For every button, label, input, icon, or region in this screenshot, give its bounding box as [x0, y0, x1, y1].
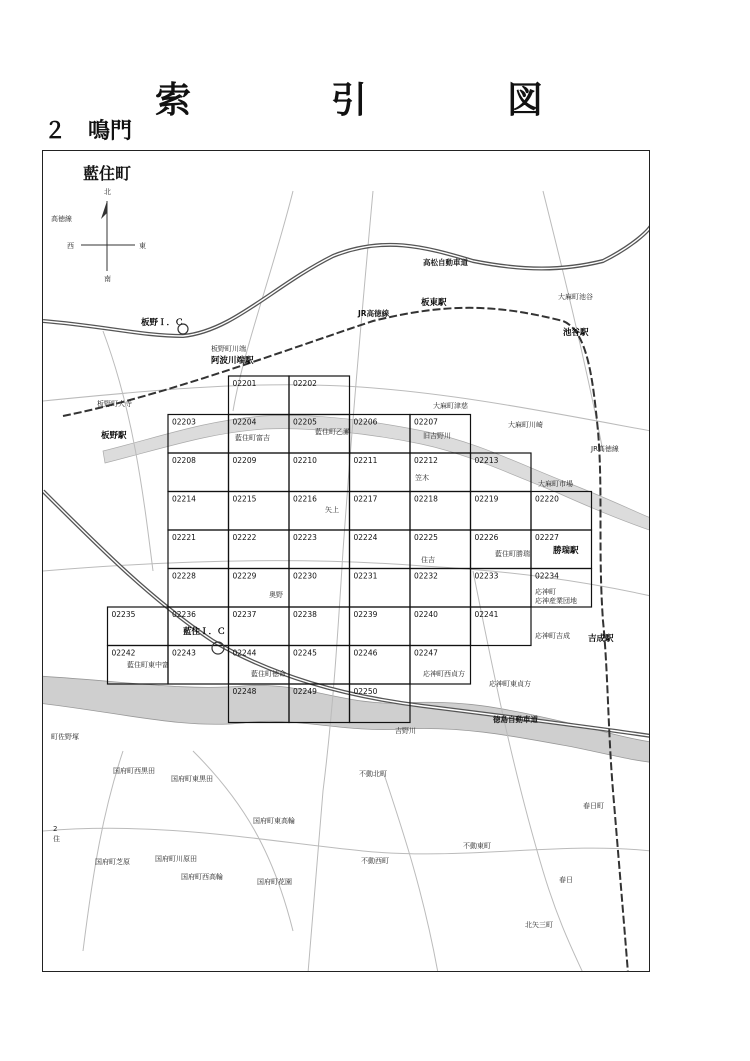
section-subtitle: ２ 鳴門	[44, 119, 133, 144]
grid-cell-label: 02243	[172, 648, 196, 658]
grid-cell-label: 02208	[172, 456, 196, 465]
place-kokufu-nishitakawa: 国府町西高輪	[181, 873, 223, 881]
label-rail-kotoku-east: JR高徳線	[591, 445, 619, 453]
page-title: 索 引 図	[154, 80, 595, 121]
place-ooasa-ichiba: 大麻町市場	[538, 480, 573, 488]
place-sanozuka: 町佐野塚	[51, 733, 79, 741]
grid-cell-label: 02215	[232, 494, 257, 504]
label-station-itanishi: 板東駅	[421, 298, 447, 308]
place-kokufu-nishiyada: 国府町西黒田	[113, 767, 155, 775]
grid-cell-label: 02232	[414, 571, 438, 581]
grid-cell-label: 02219	[474, 494, 499, 504]
grid-cell-label: 02206	[353, 417, 378, 427]
place-okuno: 奥野	[269, 591, 283, 599]
place-itano-kawabata: 板野町川端	[211, 345, 246, 353]
grid-cell-label: 02245	[293, 648, 317, 658]
grid-cell-label: 02236	[172, 610, 196, 619]
place-aizumi-otose: 藍住町乙瀬	[315, 428, 350, 436]
grid-cell-label: 02227	[535, 533, 559, 542]
grid-cell-label: 02228	[172, 571, 196, 581]
grid-cell-label: 02209	[232, 456, 257, 465]
place-ojin-1: 応神町	[535, 588, 556, 596]
grid-cell-label: 02240	[414, 610, 438, 619]
place-kokufu-higashitakawa: 国府町東高輪	[253, 817, 295, 825]
grid-cell-label: 02220	[535, 494, 559, 504]
label-station-shozui: 勝瑞駅	[553, 546, 579, 556]
label-expressway-takamatsu: 高松自動車道	[423, 258, 468, 267]
grid-cell-label: 02203	[172, 417, 196, 427]
place-mark-2: 2	[53, 825, 58, 833]
index-map	[42, 150, 650, 972]
grid-cell-label: 02201	[232, 379, 257, 388]
river-kyu-yoshino	[103, 415, 650, 533]
grid-cell-label: 02212	[414, 456, 438, 465]
place-sumiyoshi: 住吉	[421, 556, 435, 564]
grid-cell-label: 02235	[111, 610, 136, 619]
place-kokufu-higashiyada: 国府町東黒田	[171, 775, 213, 783]
label-rail-kotoku: JR高徳線	[358, 309, 390, 318]
grid-cell-label: 02241	[474, 610, 499, 619]
grid-cell-label: 02216	[293, 494, 317, 504]
grid-cell-label: 02249	[293, 687, 317, 696]
grid-cell-label: 02239	[353, 610, 378, 619]
label-station-yoshinari: 吉成駅	[588, 634, 614, 644]
place-kasagi: 笠木	[415, 474, 429, 482]
place-kokufu-shibahara: 国府町芝原	[95, 858, 130, 866]
place-aizumi-katsuhata: 藍住町勝瑞	[495, 550, 530, 558]
place-fudou-nishi: 不動西町	[361, 857, 389, 865]
area-label: 藍住町	[83, 164, 132, 183]
place-kasuga-cho: 春日町	[583, 802, 604, 810]
compass-west: 西	[67, 242, 74, 250]
place-ojin-nishiteikata: 応神町西貞方	[423, 670, 465, 678]
grid-cell-label: 02233	[474, 571, 499, 581]
grid-cell-label: 02205	[293, 417, 317, 427]
place-ooasa-tsu: 大麻町津慈	[433, 402, 468, 410]
label-itano-ic: 板野Ｉ．Ｃ	[141, 318, 184, 328]
grid-cell-label: 02231	[353, 571, 378, 581]
place-kasuga: 春日	[559, 876, 573, 884]
place-itano-ooji: 板野町大寺	[97, 400, 132, 408]
grid-cell-label: 02221	[172, 533, 196, 542]
place-mark-ishi: 住	[53, 835, 60, 843]
grid-cell-label: 02248	[232, 687, 257, 696]
label-expressway-tokushima: 徳島自動車道	[493, 715, 538, 724]
grid-cell-label: 02246	[353, 648, 378, 658]
grid-cell-label: 02247	[414, 648, 438, 658]
place-ojin-higashiteikata: 応神町東貞方	[489, 680, 531, 688]
compass-north: 北	[104, 188, 111, 196]
grid-cell-label: 02211	[353, 456, 378, 465]
grid-cell-label: 02229	[232, 571, 257, 581]
grid-cell-label: 02207	[414, 417, 438, 427]
label-river-yoshino: 吉野川	[395, 727, 416, 735]
grid-cell-label: 02218	[414, 494, 438, 504]
place-ooasa-kawasaki: 大麻町川崎	[508, 421, 543, 429]
label-river-kyu-yoshino: 旧吉野川	[423, 432, 451, 440]
place-yagami: 矢上	[325, 506, 339, 514]
place-kokufu-kawaharada: 国府町川原田	[155, 855, 197, 863]
label-station-iketani: 池谷駅	[563, 328, 589, 338]
label-station-awa-kawabata: 阿波川端駅	[211, 356, 254, 366]
river-yoshino	[43, 676, 650, 763]
place-kitayasan: 北矢三町	[525, 921, 553, 929]
label-aizumi-ic: 藍住Ｉ．Ｃ	[183, 627, 226, 637]
compass-south: 南	[104, 275, 111, 283]
grid-cell-label: 02224	[353, 533, 378, 542]
grid-cell-label: 02225	[414, 533, 438, 542]
label-rail-west: 高徳線	[51, 215, 72, 223]
grid-cell-label: 02226	[474, 533, 499, 542]
grid-cell-label: 02204	[232, 417, 257, 427]
grid-cell-label: 02242	[111, 648, 136, 658]
compass-rose	[67, 187, 146, 283]
place-aizumi-higashinakatomi: 藍住町東中富	[127, 661, 169, 669]
grid-cell-label: 02237	[232, 610, 257, 619]
place-ojin-yoshinari: 応神町吉成	[535, 632, 570, 640]
place-fudou-kita: 不動北町	[359, 770, 387, 778]
compass-east: 東	[139, 242, 146, 250]
grid-cell-label: 02213	[474, 456, 499, 465]
grid-cell-label: 02210	[293, 456, 317, 465]
grid-cell-label: 02250	[353, 687, 378, 696]
label-station-itano: 板野駅	[101, 431, 127, 441]
place-aizumi-tokumei: 藍住町徳命	[251, 670, 286, 678]
grid-cell-label: 02217	[353, 494, 378, 504]
place-kokufu-hanazono: 国府町花園	[257, 878, 292, 886]
grid-cell-label: 02214	[172, 494, 196, 504]
grid-cell-label: 02234	[535, 571, 559, 581]
place-ooasa-ikeya: 大麻町池谷	[558, 293, 593, 301]
map-canvas	[43, 151, 650, 972]
place-aizumi-tomiyoshi: 藍住町富吉	[235, 434, 270, 442]
grid-cell-label: 02222	[232, 533, 257, 542]
place-fudou-higashi: 不動東町	[463, 842, 491, 850]
grid-cell-label: 02230	[293, 571, 317, 581]
grid-cell-label: 02244	[232, 648, 257, 658]
place-ojin-2: 応神産業団地	[535, 597, 577, 605]
grid-cell-label: 02238	[293, 610, 317, 619]
grid-cell-label: 02223	[293, 533, 317, 542]
grid-cell-label: 02202	[293, 379, 317, 388]
